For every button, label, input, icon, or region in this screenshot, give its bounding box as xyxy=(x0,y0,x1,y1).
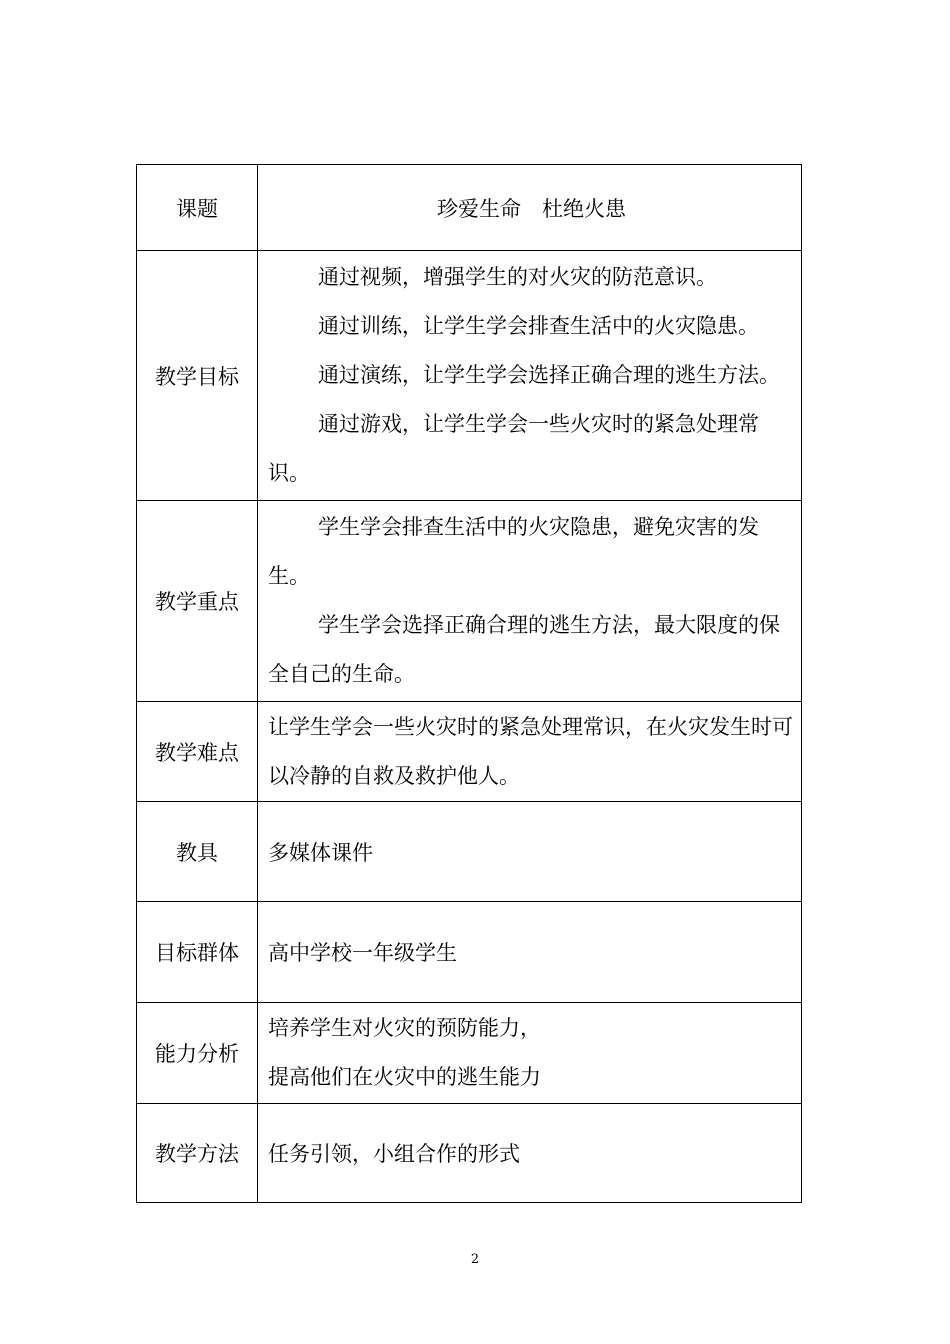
row-goals xyxy=(137,251,802,501)
label-title: 课题 xyxy=(137,165,258,251)
target-group-value: 高中学校一年级学生 xyxy=(258,902,802,1003)
difficulty-item: 让学生学会一些火灾时的紧急处理常识，在火灾发生时可以冷静的自救及救护他人。 xyxy=(268,714,793,788)
row-key-points xyxy=(137,501,802,702)
lesson-title: 珍爱生命 杜绝火患 xyxy=(258,165,802,251)
row-target-group xyxy=(137,902,802,1003)
ability-item: 提高他们在火灾中的逃生能力 xyxy=(268,1065,541,1089)
row-title xyxy=(137,165,802,251)
page-number: 2 xyxy=(470,1252,480,1267)
row-ability xyxy=(137,1003,802,1104)
row-method xyxy=(137,1104,802,1203)
method-value: 任务引领，小组合作的形式 xyxy=(258,1104,802,1203)
label-key-points: 教学重点 xyxy=(137,501,258,702)
label-goals: 教学目标 xyxy=(137,251,258,501)
tools-value: 多媒体课件 xyxy=(258,802,802,902)
ability-item: 培养学生对火灾的预防能力， xyxy=(268,1016,541,1040)
label-method: 教学方法 xyxy=(137,1104,258,1203)
key-point-item: 学生学会排查生活中的火灾隐患，避免灾害的发生。 xyxy=(268,515,759,588)
label-difficulties: 教学难点 xyxy=(137,702,258,802)
row-tools xyxy=(137,802,802,902)
goal-item: 通过视频，增强学生的对火灾的防范意识。 xyxy=(318,265,717,289)
goals-content xyxy=(258,251,802,501)
label-tools: 教具 xyxy=(137,802,258,902)
goal-item: 通过训练，让学生学会排查生活中的火灾隐患。 xyxy=(318,314,759,338)
row-difficulties xyxy=(137,702,802,802)
lesson-plan-table xyxy=(136,164,802,1203)
key-point-item: 学生学会选择正确合理的逃生方法，最大限度的保全自己的生命。 xyxy=(268,613,780,686)
label-ability: 能力分析 xyxy=(137,1003,258,1104)
key-points-content xyxy=(258,501,802,702)
difficulties-content xyxy=(258,702,802,802)
ability-content xyxy=(258,1003,802,1104)
goal-item: 通过演练，让学生学会选择正确合理的逃生方法。 xyxy=(318,363,780,387)
label-target-group: 目标群体 xyxy=(137,902,258,1003)
goal-item: 通过游戏，让学生学会一些火灾时的紧急处理常识。 xyxy=(268,412,759,485)
